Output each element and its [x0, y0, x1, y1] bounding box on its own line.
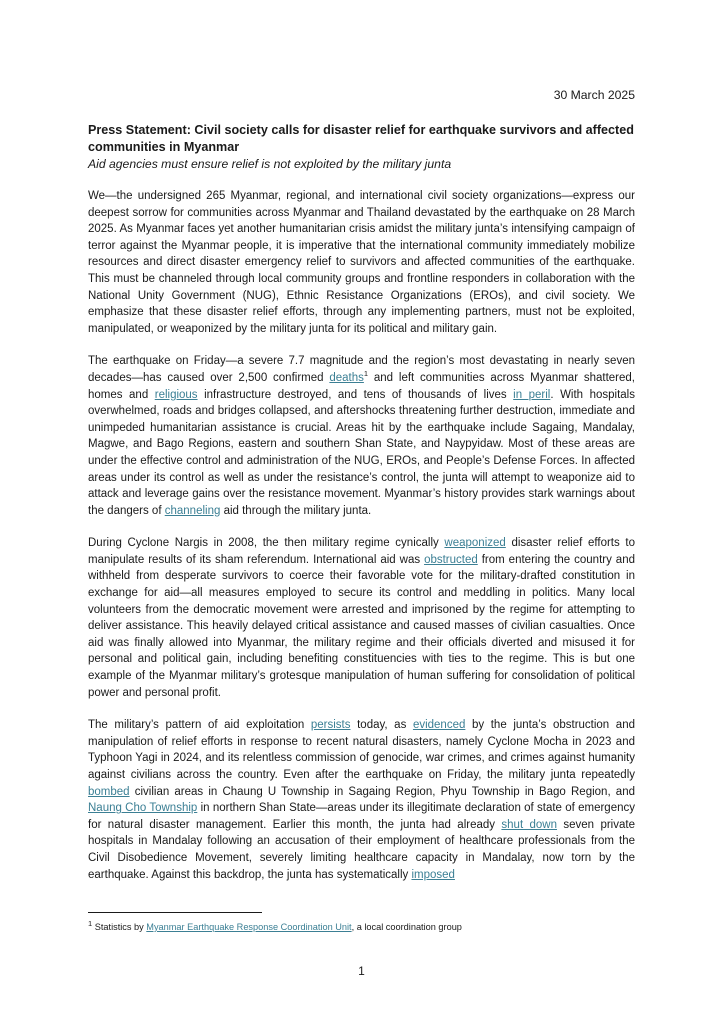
inline-link[interactable]: shut down [501, 818, 558, 831]
paragraph-1 [88, 188, 635, 337]
inline-link[interactable]: channeling [164, 504, 221, 517]
paragraph-text: We—the undersigned 265 Myanmar, regional, and international civil society organizations—express our deepest sorrow for communities across Myanmar and Thailand devastated by the earthquake on 28 March 2025. As Myanmar faces yet another humanitarian crisis amidst the military junta’s intensifying campaign of terror against the Myanmar people, it is imperative that the international community immediately mobilize resources and direct disaster emergency relief to survivors and affected communities of the earthquake. This must be channeled through local community groups and frontline responders in collaboration with the National Unity Government (NUG), Ethnic Resistance Organizations (EROs), and civil society. We emphasize that these disaster relief efforts, through any implementing partners, must not be exploited, manipulated, or weaponized by the military junta for its political and military gain. [88, 190, 635, 335]
paragraph-text: The earthquake on Friday—a severe 7.7 magnitude and the region’s most devastating in nearly seven decades—has caused over 2,500 confirmed [88, 355, 635, 384]
footnote-source-link[interactable]: Myanmar Earthquake Response Coordination Unit [146, 922, 352, 932]
inline-link[interactable]: bombed [88, 785, 130, 798]
paragraph-text: disaster relief efforts to manipulate results of its sham referendum. International aid was [88, 537, 635, 566]
paragraph-text: The military’s pattern of aid exploitation [88, 719, 311, 732]
paragraph-2 [88, 353, 635, 519]
statement-date: 30 March 2025 [553, 88, 635, 102]
document-subtitle: Aid agencies must ensure relief is not exploited by the military junta [88, 157, 452, 171]
footnote-mark: 1 [88, 918, 93, 928]
paragraph-text: civilian areas in Chaung U Township in Sagaing Region, Phyu Township in Bago Region, and [129, 785, 635, 798]
paragraph-3 [88, 535, 635, 701]
inline-link[interactable]: imposed [411, 868, 455, 881]
inline-link[interactable]: persists [310, 719, 351, 732]
page-number: 1 [358, 964, 365, 978]
inline-link[interactable]: Naung Cho Township [88, 802, 198, 815]
paragraph-text: . With hospitals overwhelmed, roads and bridges collapsed, and aftershocks threatening further destruction, immediate and unimpeded humanitarian assistance is crucial. Areas hit by the earthquake include Sagaing, Mandalay, Magwe, and Bago Regions, eastern and southern Shan State, and Naypyidaw. Most of these areas are under the effective control and administration of the NUG, EROs, and People’s Defense Forces. In affected areas under its control as well as under the resistance’s control, the junta will attempt to weaponize aid to attack and leverage gains over the resistance movement. Myanmar’s history provides stark warnings about the dangers of [88, 388, 635, 517]
inline-link[interactable]: evidenced [412, 719, 466, 732]
inline-link[interactable]: obstructed [424, 553, 478, 566]
paragraph-text: by the junta’s obstruction and manipulation of relief efforts in response to recent natural disasters, namely Cyclone Mocha in 2023 and Typhoon Yagi in 2024, and its relentless commission of genocide, war crimes, and crimes against humanity against civilians across the country. Even after the earthquake on Friday, the military junta repeatedly [88, 719, 635, 781]
footnote-suffix: , a local coordination group [351, 922, 462, 932]
inline-link[interactable]: deaths [329, 371, 364, 384]
inline-link[interactable]: religious [154, 388, 198, 401]
paragraph-text: infrastructure destroyed, and tens of thousands of lives [197, 388, 514, 401]
paragraph-4 [88, 717, 635, 883]
footnote-divider [88, 912, 262, 913]
paragraph-text: seven private hospitals in Mandalay following an accusation of their employment of healthcare professionals from the Civil Disobedience Movement, severely limiting healthcare capacity in Mandalay, now torn by the earthquake. Against this backdrop, the junta has systematically [88, 818, 635, 881]
paragraph-text: During Cyclone Nargis in 2008, the then military regime cynically [88, 537, 445, 550]
paragraph-text: today, as [350, 719, 413, 732]
paragraph-text: in northern Shan State—areas under its illegitimate declaration of state of emergency for natural disaster management. Earlier this month, the junta had already [88, 802, 635, 831]
document-title: Press Statement: Civil society calls for disaster relief for earthquake survivors and affected communities in Myanmar [88, 123, 634, 154]
inline-link[interactable]: in peril [513, 388, 551, 401]
inline-link[interactable]: weaponized [444, 537, 506, 550]
body-text [88, 188, 635, 883]
footnote-reference: 1 [363, 369, 369, 379]
paragraph-text: aid through the military junta. [220, 504, 372, 517]
footnote [88, 918, 462, 933]
paragraph-text: and left communities across Myanmar shattered, homes and [88, 371, 635, 401]
paragraph-text: from entering the country and withheld from desperate survivors to coerce their favorable vote for the military-drafted constitution in exchange for aid—all measures employed to secure its control and meddling in politics. Many local volunteers from the democratic movement were arrested and imprisoned by the regime for attempting to deliver assistance. This heavily delayed critical assistance and caused masses of civilian casualties. Once aid was finally allowed into Myanmar, the military regime and their officials diverted and misused it for personal and political gain, including benefiting constituencies with ties to the regime. This is but one example of the Myanmar military’s grotesque manipulation of human suffering for consolidation of political power and personal profit. [88, 553, 635, 699]
footnote-prefix: Statistics by [92, 922, 147, 932]
